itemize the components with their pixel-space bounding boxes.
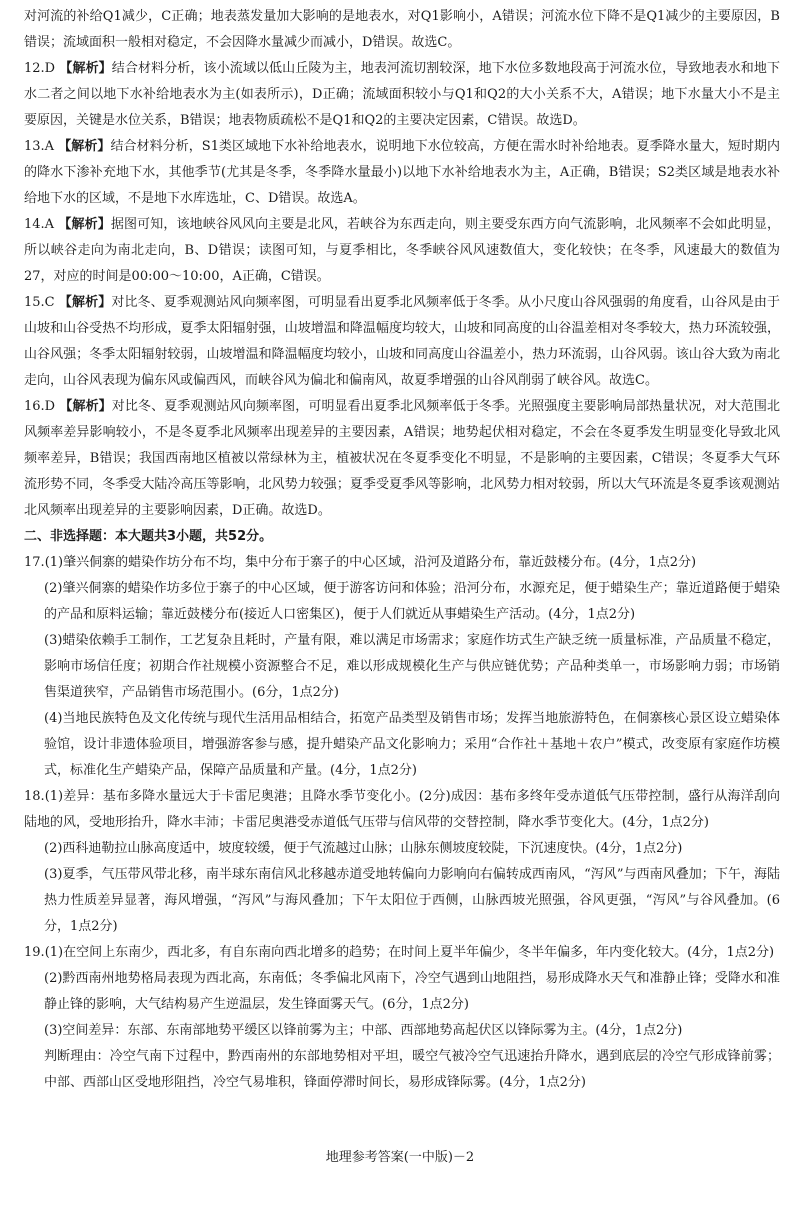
choice-answers — [24, 56, 780, 524]
answer-item-13 — [24, 134, 780, 212]
q17-part-1 — [24, 550, 780, 576]
question-number: 19. — [24, 945, 45, 960]
question-number: 17. — [24, 555, 45, 570]
answer-item-12 — [24, 56, 780, 134]
analysis-tag: 【解析】 — [58, 217, 111, 232]
answer-item-16 — [24, 394, 780, 524]
q19-part-4: 判断理由：冷空气南下过程中，黔西南州的东部地势相对平坦，暖空气被冷空气迅速抬升降水，遇到底层的冷空气形成锋前雾；中部、西部山区受地形阻挡，冷空气易堆积，锋面停滞时间长，易形成锋际雾。(4分，1点2分) — [44, 1049, 780, 1090]
answer-item-15 — [24, 290, 780, 394]
page-footer: 地理参考答案(一中版)－2 — [325, 1150, 475, 1165]
q17-text: (1)肇兴侗寨的蜡染作坊分布不均，集中分布于寨子的中心区域，沿河及道路分布，靠近鼓楼分布。(4分，1点2分) — [44, 555, 697, 570]
question-19 — [24, 940, 780, 1096]
answer-text: 对比冬、夏季观测站风向频率图，可明显看出夏季北风频率低于冬季。光照强度主要影响局部热量状况，对大范围北风频率差异影响较小，不是冬夏季北风频率出现差异的主要因素，A错误；地势起伏相对稳定，不会在冬夏季发生明显变化导致北风频率差异，B错误；我国西南地区植被以常绿林为主，植被状况在冬夏季变化不明显，不是影响的主要因素，C错误；冬夏季大气环流形势不同，冬季受大陆冷高压等影响，北风势力较强；夏季受夏季风等影响，北风势力相对较弱，所以大气环流是冬夏季该观测站北风频率出现差异的主要影响因素，D正确。故选D。 — [24, 399, 780, 518]
q17-part-2: (2)肇兴侗寨的蜡染作坊多位于寨子的中心区域，便于游客访问和体验；沿河分布，水源充足，便于蜡染生产；靠近道路便于蜡染的产品和原料运输；靠近鼓楼分布(接近人口密集区)，便于人们就近从事蜡染生产活动。(4分，1点2分) — [44, 581, 780, 622]
q19-part-2: (2)黔西南州地势格局表现为西北高，东南低；冬季偏北风南下，冷空气遇到山地阻挡，易形成降水天气和准静止锋；受降水和准静止锋的影响，大气结构易产生逆温层，发生锋面雾天气。(6分，1点2分) — [44, 971, 780, 1012]
answer-text: 据图可知，该地峡谷风风向主要是北风，若峡谷为东西走向，则主要受东西方向气流影响，北风频率不会如此明显，所以峡谷走向为南北走向，B、D错误；读图可知，与夏季相比，冬季峡谷风风速数值大，变化较快；在冬季，风速最大的数值为27，对应的时间是00:00～10:00，A正确，C错误。 — [24, 217, 780, 284]
answer-number: 12.D — [24, 61, 56, 76]
question-number: 18. — [24, 789, 45, 804]
q17-part-4: (4)当地民族特色及文化传统与现代生活用品相结合，拓宽产品类型及销售市场；发挥当地旅游特色，在侗寨核心景区设立蜡染体验馆，设计非遗体验项目，增强游客参与感，提升蜡染产品文化影响力；采用“合作社＋基地＋农户”模式，改变原有家庭作坊模式，标准化生产蜡染产品，保障产品质量和产量。(4分，1点2分) — [44, 711, 780, 778]
analysis-tag: 【解析】 — [58, 139, 111, 154]
q18-part-3: (3)夏季，气压带风带北移，南半球东南信风北移越赤道受地转偏向力影响向右偏转成西南风，“泻风”与西南风叠加；下午，海陆热力性质差异显著，海风增强，“泻风”与海风叠加；下午太阳位于西侧，山脉西坡光照强，谷风更强，“泻风”与谷风叠加。(6分，1点2分) — [44, 867, 780, 934]
section-title: 二、非选择题：本大题共3小题，共52分。 — [24, 529, 273, 544]
answer-number: 15.C — [24, 295, 55, 310]
q19-part-3: (3)空间差异：东部、东南部地势平缓区以锋前雾为主；中部、西部地势高起伏区以锋际雾为主。(4分，1点2分) — [44, 1023, 683, 1038]
answer-number: 16.D — [24, 399, 56, 414]
q19-part-1 — [24, 940, 780, 966]
q17-part-3: (3)蜡染依赖手工制作，工艺复杂且耗时，产量有限，难以满足市场需求；家庭作坊式生产缺乏统一质量标准，产品质量不稳定，影响市场信任度；初期合作社规模小资源整合不足，难以形成规模化生产与供应链优势；产品种类单一，市场影响力弱；市场销售渠道狭窄，产品销售市场范围小。(6分，1点2分) — [44, 633, 780, 700]
question-17 — [24, 550, 780, 784]
q18-part-2: (2)西科迪勒拉山脉高度适中，坡度较缓，便于气流越过山脉；山脉东侧坡度较陡，下沉速度快。(4分，1点2分) — [44, 841, 683, 856]
answer-number: 13.A — [24, 139, 55, 154]
q19-text: (1)在空间上东南少，西北多，有自东南向西北增多的趋势；在时间上夏半年偏少，冬半年偏多，年内变化较大。(4分，1点2分) — [44, 945, 775, 960]
answer-text: 结合材料分析，S1类区域地下水补给地表水，说明地下水位较高，方便在需水时补给地表。夏季降水量大，短时期内的降水下渗补充地下水，其他季节(尤其是冬季，冬季降水量最小)以地下水补给地表水为主，A正确，B错误；S2类区域是地表水补给地下水的区域，不是地下水库选址，C、D错误。故选A。 — [24, 139, 780, 206]
analysis-tag: 【解析】 — [58, 295, 112, 310]
q18-part-1 — [24, 784, 780, 836]
analysis-tag: 【解析】 — [59, 399, 112, 414]
answer-item-14 — [24, 212, 780, 290]
question-18 — [24, 784, 780, 940]
answer-number: 14.A — [24, 217, 55, 232]
answer-text: 对比冬、夏季观测站风向频率图，可明显看出夏季北风频率低于冬季。从小尺度山谷风强弱的角度看，山谷风是由于山坡和山谷受热不均形成，夏季太阳辐射强，山坡增温和降温幅度均较大，山坡和同高度的山谷温差相对冬季较大，热力环流较强，山谷风强；冬季太阳辐射较弱，山坡增温和降温幅度均较小，山坡和同高度山谷温差小，热力环流弱，山谷风弱。该山谷大致为南北走向，山谷风表现为偏东风或偏西风，而峡谷风为偏北和偏南风，故夏季增强的山谷风削弱了峡谷风。故选C。 — [24, 295, 780, 388]
answer-text: 结合材料分析，该小流域以低山丘陵为主，地表河流切割较深，地下水位多数地段高于河流水位，导致地表水和地下水二者之间以地下水补给地表水为主(如表所示)，D正确；流域面积较小与Q1和Q2的大小关系不大，A错误；地下水量大小不是主要原因，关键是水位关系，B错误；地表物质疏松不是Q1和Q2的主要决定因素，C错误。故选D。 — [24, 61, 780, 128]
analysis-tag: 【解析】 — [59, 61, 112, 76]
intro-paragraph: 对河流的补给Q1减少，C正确；地表蒸发量加大影响的是地表水，对Q1影响小，A错误；河流水位下降不是Q1减少的主要原因，B错误；流域面积一般相对稳定，不会因降水量减少而减小，D错误。故选C。 — [24, 9, 780, 50]
q18-text: (1)差异：基布多降水量远大于卡雷尼奥港；且降水季节变化小。(2分)成因：基布多终年受赤道低气压带控制，盛行从海洋刮向陆地的风，受地形抬升，降水丰沛；卡雷尼奥港受赤道低气压带与信风带的交替控制，降水季节变化大。(4分，1点2分) — [24, 789, 780, 830]
